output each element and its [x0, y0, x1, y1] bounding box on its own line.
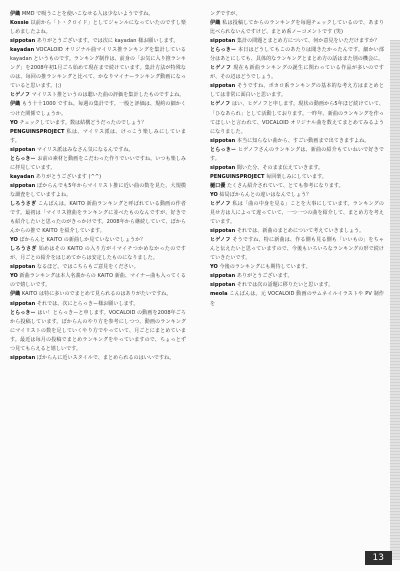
speaker-name: sippotan [10, 146, 36, 153]
speaker-name: sippotan [210, 228, 236, 235]
dialogue-paragraph [10, 19, 186, 37]
speaker-name: しろうさぎ [10, 200, 37, 207]
speaker-name: ヒゲノフ [10, 92, 31, 99]
speaker-name: sippotan [10, 354, 36, 361]
dialogue-paragraph [210, 19, 384, 37]
speaker-name: sippotan [210, 282, 236, 289]
speaker-name: sippotan [210, 164, 236, 171]
dialogue-text: 私は、マイリス派は、けっこう楽しみにしています。 [10, 128, 187, 144]
dialogue-paragraph [210, 227, 384, 236]
speaker-name: PENGUINSPROJECT [210, 173, 265, 180]
speaker-name: kayadan [10, 173, 35, 180]
dialogue-text: VOCALOID オリジナル曲マイリス推ランキングを集計している kayadan というものです。ランキング制作は、前身の「お気に入り推ランキング」を2008年初1月ごろ始めて現在まで続けています。集計方法が特殊なのは、毎回の推ランキングと比べて、かなりマイナーランキング動画になっていると思います。(;) [10, 47, 187, 90]
dialogue-text: もう十十1000 ですね。毎週の集計です。一般と評価は、規約の細かくつけた関係でしょうか。 [10, 101, 186, 117]
dialogue-text: MMD で吸うことを使いこなせる人は少ないようですね。 [21, 11, 154, 17]
dialogue-paragraph [10, 309, 186, 354]
speaker-name: とらっきー [10, 155, 36, 162]
dialogue-text: チェックしています。数は結構どうだったのでしょう？ [19, 119, 147, 126]
dialogue-paragraph [10, 236, 186, 245]
speaker-name: ヒゲノフ [210, 101, 231, 108]
dialogue-text: ぼからんと KAITO の新曲しか見ていないでしょうか？ [19, 237, 146, 244]
speaker-name: YO [210, 191, 218, 198]
dialogue-paragraph [210, 191, 384, 200]
dialogue-paragraph [210, 137, 384, 146]
dialogue-paragraph [210, 173, 384, 182]
dialogue-paragraph [210, 37, 384, 46]
dialogue-text: そうですね、ボカロ系ランキングの基本的な考え方はまとめとしては非常に面白いと思います。 [210, 83, 385, 99]
speaker-name: 伊織 [10, 11, 21, 17]
dialogue-paragraph [10, 91, 186, 100]
dialogue-paragraph [210, 236, 384, 263]
speaker-name: Kossie [10, 20, 29, 27]
dialogue-text: たくさん紹介されていて、とても参考になります。 [226, 182, 344, 189]
dialogue-paragraph [10, 173, 186, 182]
dialogue-text: ングですが、 [210, 11, 241, 17]
dialogue-text: マイリス派はみなさん気になるんですね。 [36, 146, 134, 153]
dialogue-paragraph [10, 146, 186, 155]
dialogue-paragraph [210, 290, 384, 308]
speaker-name: とらっきー [210, 146, 237, 153]
dialogue-text: はい！とらっきーと申します。VOCALOID の動画を2008年ごろから投稿しています。ぼからんのやり方を参考にしつつ、動画のランキングにマイリストの数を足していくやり方でやっていて、月ごとにまとめています。最近は毎月の投稿でまとめランキングをやっていますので、ちょっとずつ見てもらえると嬉しいです。 [10, 309, 186, 352]
speaker-name: YO [10, 119, 18, 126]
dialogue-paragraph [10, 37, 186, 46]
dialogue-paragraph [10, 155, 186, 173]
dialogue-paragraph [210, 182, 384, 191]
dialogue-paragraph [10, 182, 186, 200]
dialogue-text: 本当に知らない曲から、すごい動画まで出てきますよね。 [236, 137, 370, 144]
dialogue-paragraph [10, 46, 186, 91]
speaker-name: sippotan [210, 38, 236, 45]
dialogue-text: こんばんは。元 VOCALOID 動画のサムネイルイラストや PV 制作を [210, 291, 385, 307]
dialogue-text: 私は「曲の中身を見る」ことを大事にしています。ランキングの見せ方は人によって違っていて、一つ一つの曲を紹介して、まとめ方を考えています。 [210, 200, 384, 226]
dialogue-text: ヒゲノフさんのランキングは、新曲の紹介もていねいで好きです。 [210, 146, 384, 162]
dialogue-text: それでは次の話題に移りたいと思います。 [236, 282, 334, 289]
speaker-name: kayadan [10, 47, 35, 54]
speaker-name: sippotan [10, 38, 36, 45]
dialogue-text: 集計の問題とまとめ方について、何か意見をいただけますか？ [236, 38, 380, 45]
speaker-name: しろうさぎ [10, 246, 37, 253]
dialogue-text: 以前から「ト・クロイド」としてジャンルになっていたのですし楽しめましたよね。 [10, 20, 187, 36]
dialogue-text: KAITO は特に多いのでまとめて見られるのはありがたいですね。 [21, 291, 172, 298]
dialogue-text: 毎回楽しみにしています。 [266, 173, 327, 180]
dialogue-text: それでは、新曲のまとめについて考えていきましょう。 [236, 228, 365, 235]
dialogue-text: お前の素材と動画をこだわった作りでいいですね。いつも楽しみに拝見しています。 [10, 155, 187, 171]
dialogue-text: なるほど、ではこちらもご意見をください。 [36, 264, 139, 271]
dialogue-paragraph [210, 281, 384, 290]
dialogue-paragraph [10, 10, 186, 19]
speaker-name: YO [210, 264, 218, 271]
speaker-name: 伊織 [10, 291, 21, 298]
dialogue-text: 聞いた分、そのまま伝えていきます。 [236, 164, 324, 171]
speaker-name: sippotan [210, 137, 236, 144]
dialogue-paragraph [210, 164, 384, 173]
dialogue-text: 新曲ランキングは本人名義からの KAITO 新曲、マイナー曲も入ってくるので嬉しいです。 [10, 273, 186, 289]
dialogue-paragraph [210, 200, 384, 227]
speaker-name: YO [10, 273, 18, 280]
dialogue-paragraph [10, 263, 186, 272]
dialogue-paragraph [10, 119, 186, 128]
dialogue-paragraph [10, 300, 186, 309]
speaker-name: PENGUINSPROJECT [10, 128, 65, 135]
page-edge-shadow [390, 40, 400, 560]
dialogue-paragraph [210, 46, 384, 64]
dialogue-paragraph [10, 272, 186, 290]
speaker-name: 樋口優 [210, 182, 226, 189]
dialogue-text: 結局ぼからんとの違いはなんでしょう？ [219, 191, 312, 198]
dialogue-text: そうですね、特に新曲は、作る側も見る側も「いいもの」をちゃんと伝えたいと思っていますので、今後もいろいろなランキングの形で続けていきたいです。 [210, 237, 384, 262]
dialogue-paragraph [210, 272, 384, 281]
dialogue-text: 私は投稿してからのランキングを毎週チェックしているので、あまり比べられないんですけど、まとめ系ノーコメントです (笑) [210, 20, 384, 36]
dialogue-paragraph [10, 100, 186, 118]
dialogue-text: はい、ヒゲノフと申します。現状の動画から5年ほど続けていて、「ひなあられ」として活動しております。一昨年、新曲のランキングを作ってほしいと言われて、VOCALOID オリジナル曲を数えてまとめてみるようになりました。 [210, 101, 384, 135]
speaker-name: sippotan [210, 273, 236, 280]
dialogue-paragraph [10, 354, 186, 363]
speaker-name: とらっきー [210, 47, 237, 54]
speaker-name: ヒゲノフ [210, 200, 231, 207]
dialogue-text: ありがとうございます。 [236, 273, 293, 280]
dialogue-paragraph [10, 245, 186, 263]
speaker-name: とらっきー [10, 309, 36, 316]
dialogue-text: こんばんは。KAITO 新曲ランキングと呼ばれている動画の作者です。最初は「マイリス推曲をランキングに並べたものなんですが、好きでも紹介したいと思ったのがきっかけです。2008年から継続していて、ぼからんからの推で KAITO を紹介しています。 [10, 200, 186, 235]
right-column [210, 10, 384, 309]
speaker-name: ヒゲノフ [210, 237, 231, 244]
dialogue-text: それでは、次にとらっきー様お願いします。 [36, 300, 139, 307]
dialogue-paragraph [210, 64, 384, 82]
dialogue-text: 始めはその KAITO の入り方がイマイチつかめなかったのですが、月ごとの紹介をはじめてからは安定したものになりました。 [10, 246, 187, 262]
dialogue-paragraph [210, 263, 384, 272]
speaker-name: 伊織 [10, 101, 21, 108]
dialogue-text: ぼからんでも5年からマイリスト推に近い曲の数を見た、大規模な調査をしていますよね。 [10, 182, 186, 198]
dialogue-text: 現在も新曲ランキングの誕生に関わっている作品が多いのですが、その辺はどうでしょう。 [210, 65, 384, 81]
speaker-name: 伊織 [210, 20, 221, 27]
speaker-name: sippotan [10, 300, 36, 307]
dialogue-paragraph [210, 10, 384, 19]
dialogue-paragraph [210, 146, 384, 164]
speaker-name: sippotan [210, 83, 236, 90]
speaker-name: YO [10, 237, 18, 244]
speaker-name: sippotan [10, 182, 36, 189]
dialogue-text: 今後のランキングにも期待しています。 [219, 264, 311, 271]
speaker-name: ヒゲノフ [210, 65, 232, 72]
speaker-name: meola [210, 291, 228, 298]
dialogue-text: ぼからんに近いスタイルで、まとめられるのはいいですね。 [36, 354, 175, 361]
dialogue-paragraph [10, 128, 186, 146]
dialogue-paragraph [210, 100, 384, 136]
dialogue-text: ありがとうございます (^^) [35, 173, 102, 180]
dialogue-paragraph [10, 290, 186, 299]
dialogue-text: マイリスト推というのは聴いた曲の評価を集計したものですよね。 [31, 92, 185, 99]
page-number: 13 [365, 551, 392, 565]
dialogue-paragraph [210, 82, 384, 100]
dialogue-text: ありがとうございます。では次に kayadan 様お願いします。 [36, 38, 179, 45]
dialogue-text: 本日はどうしてもこのあたりは聞きたかったんです。細かい部分はあとにしても、具体的なランキングとまとめ方の話はまた別の機会に。 [210, 47, 385, 63]
left-column [10, 10, 186, 363]
speaker-name: sippotan [10, 264, 36, 271]
dialogue-paragraph [10, 200, 186, 236]
